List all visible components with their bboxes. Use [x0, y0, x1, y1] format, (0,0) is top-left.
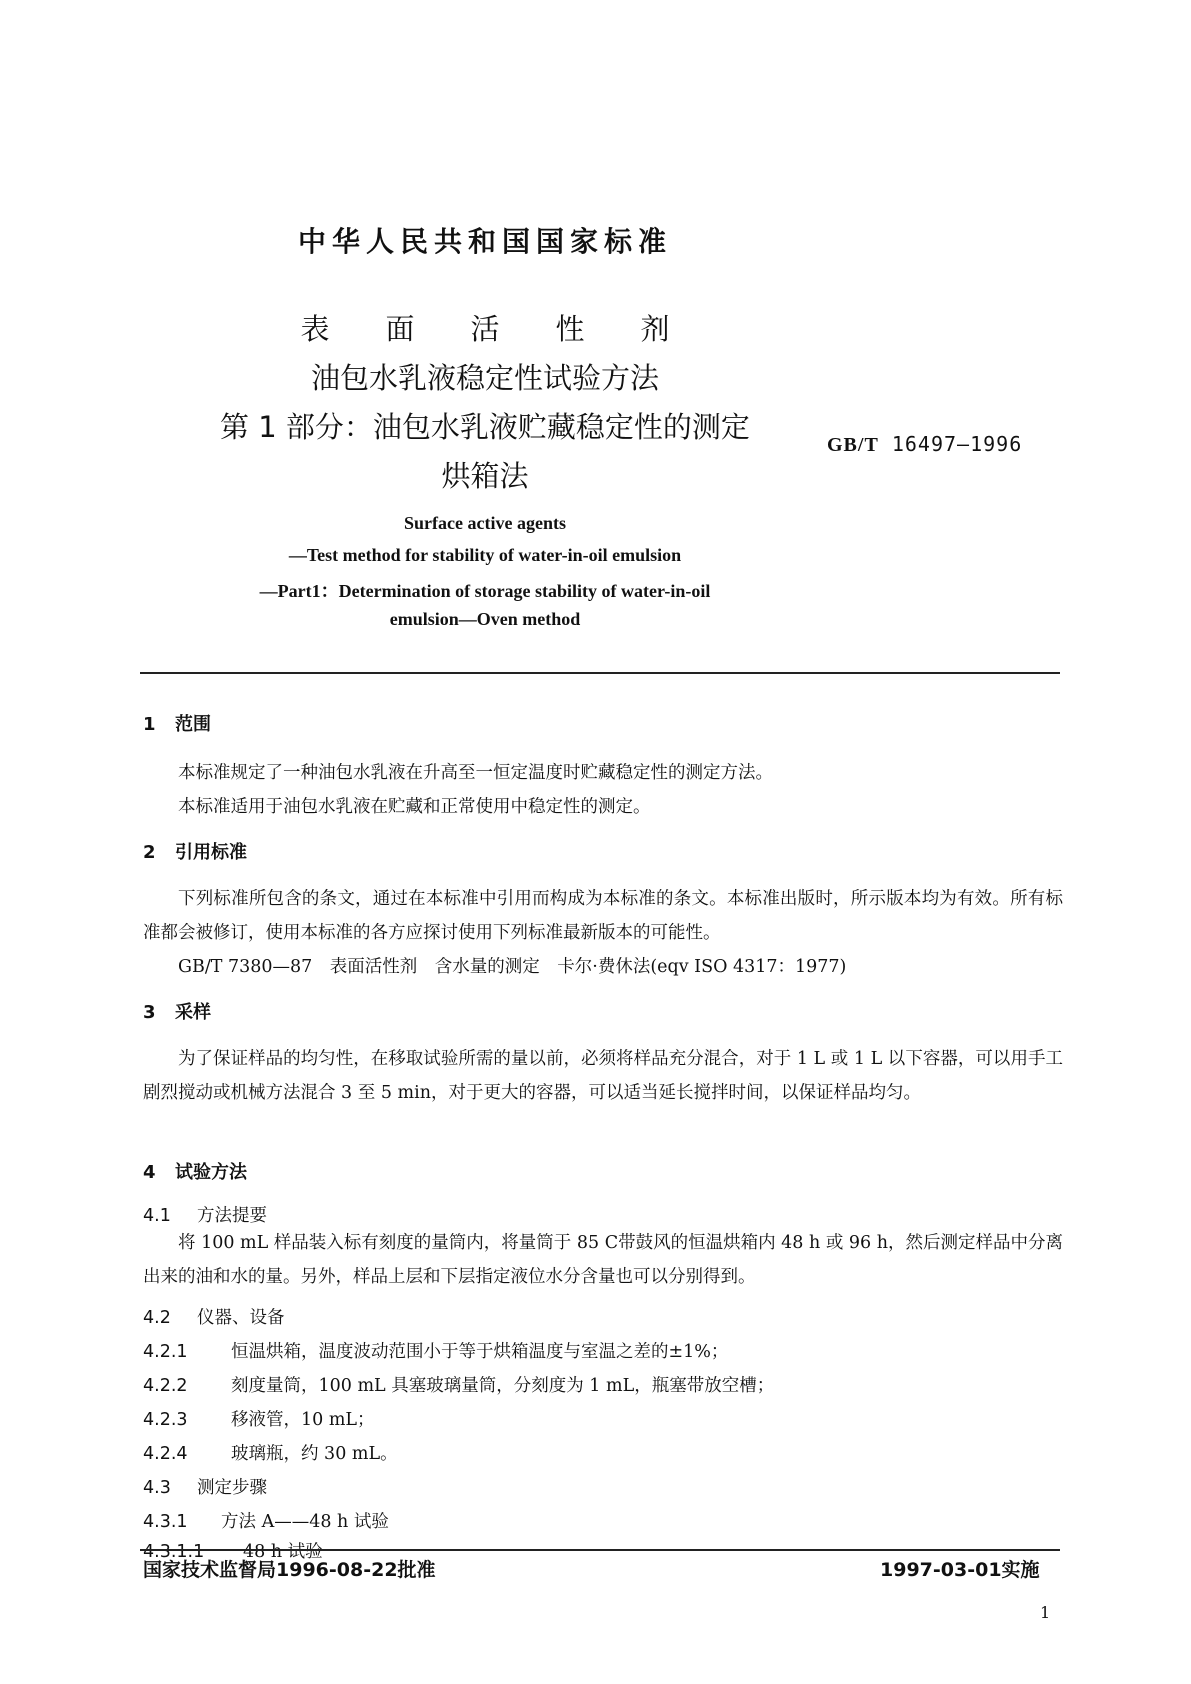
title-word: 活 [470, 312, 500, 346]
clause-number: 4.3 [143, 1478, 171, 1498]
section-1-heading [143, 710, 211, 736]
clause-number: 4.2 [143, 1308, 171, 1328]
paragraph: 本标准适用于油包水乳液在贮藏和正常使用中稳定性的测定。 [178, 797, 651, 817]
english-title-line-3: —Part1：Determination of storage stability of water-in-oil [259, 581, 711, 601]
approval-date: 国家技术监督局1996-08-22批准 [143, 1559, 436, 1581]
section-title: 引用标准 [175, 842, 247, 863]
title-word: 面 [385, 312, 415, 346]
title-line-1 [0, 307, 970, 348]
clause-text: 测定步骤 [197, 1478, 267, 1498]
section-2-heading [143, 838, 247, 864]
title-word: 性 [555, 312, 585, 346]
title-line-2: 油包水乳液稳定性试验方法 [310, 361, 659, 395]
clause-number: 4.2.2 [143, 1376, 188, 1396]
clause-text: 方法 A——48 h 试验 [221, 1512, 389, 1532]
section-title: 采样 [175, 1002, 211, 1023]
clause-number: 4.2.3 [143, 1410, 188, 1430]
english-title-line-4: emulsion—Oven method [389, 609, 581, 629]
standard-code-prefix: GB/T [827, 434, 879, 456]
clause-number: 4.2.1 [143, 1342, 188, 1362]
standard-code [827, 432, 1022, 457]
clause-text: 48 h 试验 [243, 1542, 323, 1562]
header-divider [140, 672, 1060, 674]
clause-4-1 [143, 1202, 267, 1227]
section-1-body [143, 756, 1063, 824]
clause-4-2 [143, 1304, 285, 1329]
clause-4-2-1 [143, 1338, 728, 1363]
standard-code-number: 16497—1996 [891, 432, 1023, 456]
clause-4-2-4 [143, 1440, 398, 1465]
section-4-heading [143, 1158, 247, 1184]
clause-4-2-3 [143, 1406, 375, 1431]
title-word: 剂 [640, 312, 670, 346]
clause-number: 4.1 [143, 1206, 171, 1226]
section-number: 4 [143, 1162, 156, 1183]
effective-date: 1997-03-01实施 [880, 1559, 1040, 1581]
clause-text: 方法提要 [197, 1206, 267, 1226]
section-number: 3 [143, 1002, 156, 1023]
page-number: 1 [1040, 1603, 1051, 1622]
footer-divider [140, 1549, 1060, 1551]
clause-text: 移液管，10 mL； [231, 1410, 375, 1430]
title-line-3: 第 1 部分：油包水乳液贮藏稳定性的测定 [220, 410, 750, 444]
national-standard-heading: 中华人民共和国国家标准 [297, 225, 672, 258]
english-title-line-2: —Test method for stability of water-in-oil emulsion [288, 545, 682, 565]
paragraph: 为了保证样品的均匀性，在移取试验所需的量以前，必须将样品充分混合，对于 1 L 或 1 L 以下容器，可以用手工剧烈搅动或机械方法混合 3 至 5 min，对于更大的容器，可以适当延长搅拌时间，以保证样品均匀。 [143, 1049, 1063, 1103]
paragraph: 将 100 mL 样品装入标有刻度的量筒内，将量筒于 85 C带鼓风的恒温烘箱内 48 h 或 96 h，然后测定样品中分离出来的油和水的量。另外，样品上层和下层指定液位水分含量也可以分别得到。 [143, 1233, 1063, 1287]
clause-number: 4.3.1.1 [143, 1542, 205, 1562]
section-3-body [143, 1042, 1063, 1110]
clause-4-2-2 [143, 1372, 774, 1397]
section-title: 试验方法 [175, 1162, 247, 1183]
clause-4-1-body [143, 1226, 1063, 1294]
section-3-heading [143, 998, 211, 1024]
clause-text: 仪器、设备 [197, 1308, 285, 1328]
reference-item: GB/T 7380—87 表面活性剂 含水量的测定 卡尔·费休法(eqv ISO 4317：1977) [178, 957, 847, 977]
title-line-4: 烘箱法 [441, 459, 529, 493]
clause-text: 刻度量筒，100 mL 具塞玻璃量筒，分刻度为 1 mL，瓶塞带放空槽； [231, 1376, 775, 1396]
title-word: 表 [300, 312, 330, 346]
section-number: 1 [143, 714, 156, 735]
clause-number: 4.3.1 [143, 1512, 188, 1532]
section-2-body [143, 882, 1063, 984]
clause-4-3 [143, 1474, 267, 1499]
clause-number: 4.2.4 [143, 1444, 188, 1464]
paragraph: 本标准规定了一种油包水乳液在升高至一恒定温度时贮藏稳定性的测定方法。 [178, 763, 773, 783]
clause-text: 玻璃瓶，约 30 mL。 [231, 1444, 398, 1464]
clause-text: 恒温烘箱，温度波动范围小于等于烘箱温度与室温之差的±1%； [231, 1342, 729, 1362]
section-title: 范围 [175, 714, 211, 735]
paragraph: 下列标准所包含的条文，通过在本标准中引用而构成为本标准的条文。本标准出版时，所示版本均为有效。所有标准都会被修订，使用本标准的各方应探讨使用下列标准最新版本的可能性。 [143, 889, 1063, 943]
english-title-line-1: Surface active agents [404, 513, 566, 533]
clause-4-3-1 [143, 1508, 389, 1533]
section-number: 2 [143, 842, 156, 863]
